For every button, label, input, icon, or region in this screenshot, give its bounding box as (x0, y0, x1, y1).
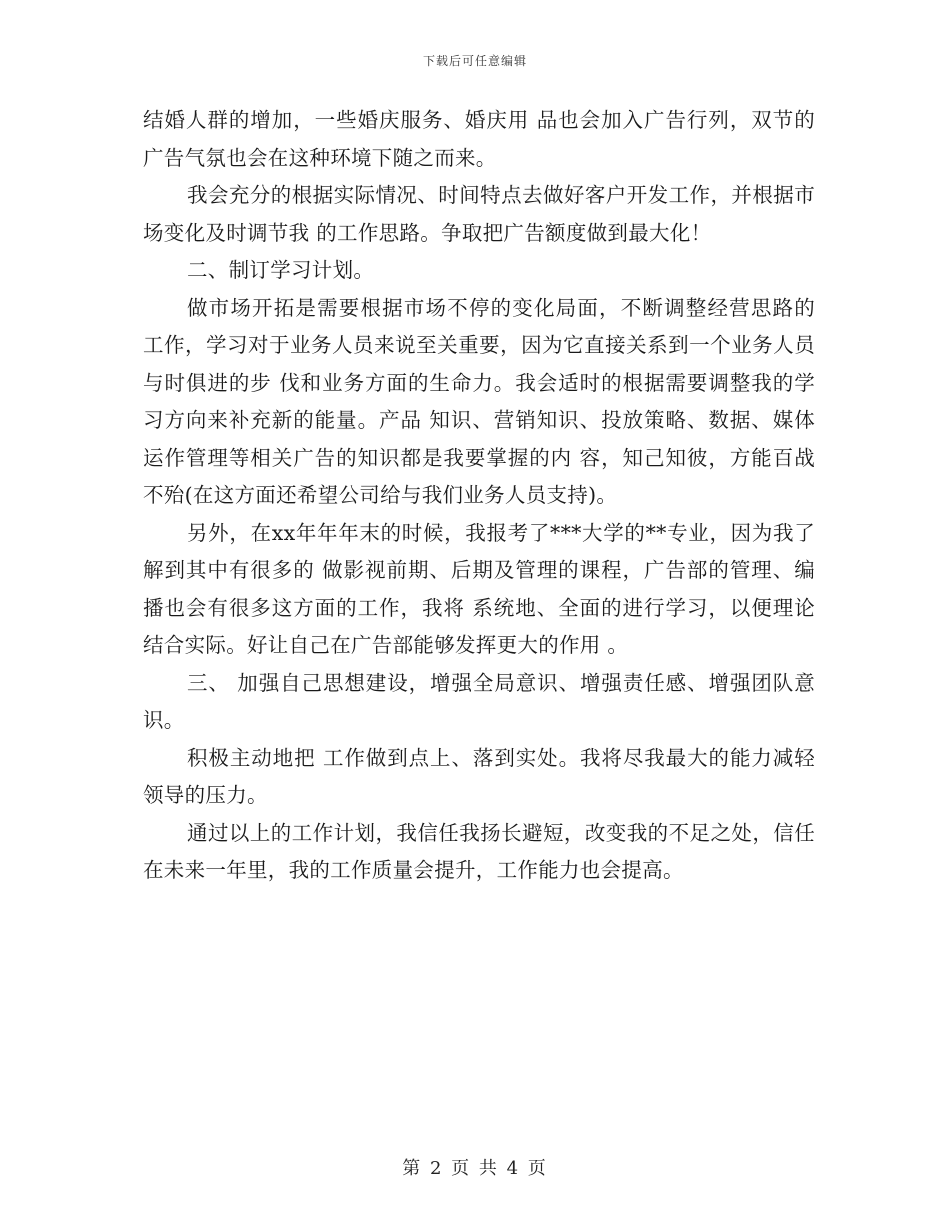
paragraph-initiative: 积极主动地把 工作做到点上、落到实处。我将尽我最大的能力减轻领导的压力。 (143, 745, 815, 807)
paragraph-continuation: 结婚人群的增加，一些婚庆服务、婚庆用 品也会加入广告行列，双节的广告气氛也会在这种环境下随之而来。 (143, 108, 815, 170)
paragraph-conclusion: 通过以上的工作计划，我信任我扬长避短，改变我的不足之处，信任在未来一年里，我的工作质量会提升，工作能力也会提高。 (143, 820, 815, 882)
paragraph-market-study: 做市场开拓是需要根据市场不停的变化局面，不断调整经营思路的 工作，学习对于业务人员来说至关重要，因为它直接关系到一个业务人员与时俱进的步 伐和业务方面的生命力。我会适时的根据需要调整我的学习方向来补充新的能量。产品 知识、营销知识、投放策略、数据、媒体运作管理等相关广告的知识都是我要掌握的内 容，知己知彼，方能百战不殆(在这方面还希望公司给与我们业务人员支持)。 (143, 295, 815, 507)
paragraph-university-study: 另外，在xx年年年末的时候，我报考了***大学的**专业，因为我了解到其中有很多的 做影视前期、后期及管理的课程，广告部的管理、编播也会有很多这方面的工作，我将 系统地、全面的进行学习，以便理论结合实际。好让自己在广告部能够发挥更大的作用 。 (143, 520, 815, 657)
section-heading-ideology: 三、 加强自己思想建设，增强全局意识、增强责任感、增强团队意识。 (143, 670, 815, 732)
document-body (143, 102, 815, 890)
page-header: 下载后可任意编辑 (422, 54, 527, 68)
section-heading-study-plan: 二、制订学习计划。 (187, 258, 375, 282)
page-number-footer: 第 2 页 共 4 页 (402, 1158, 548, 1179)
paragraph-client-development: 我会充分的根据实际情况、时间特点去做好客户开发工作，并根据市场变化及时调节我 的工作思路。争取把广告额度做到最大化！ (143, 183, 815, 245)
